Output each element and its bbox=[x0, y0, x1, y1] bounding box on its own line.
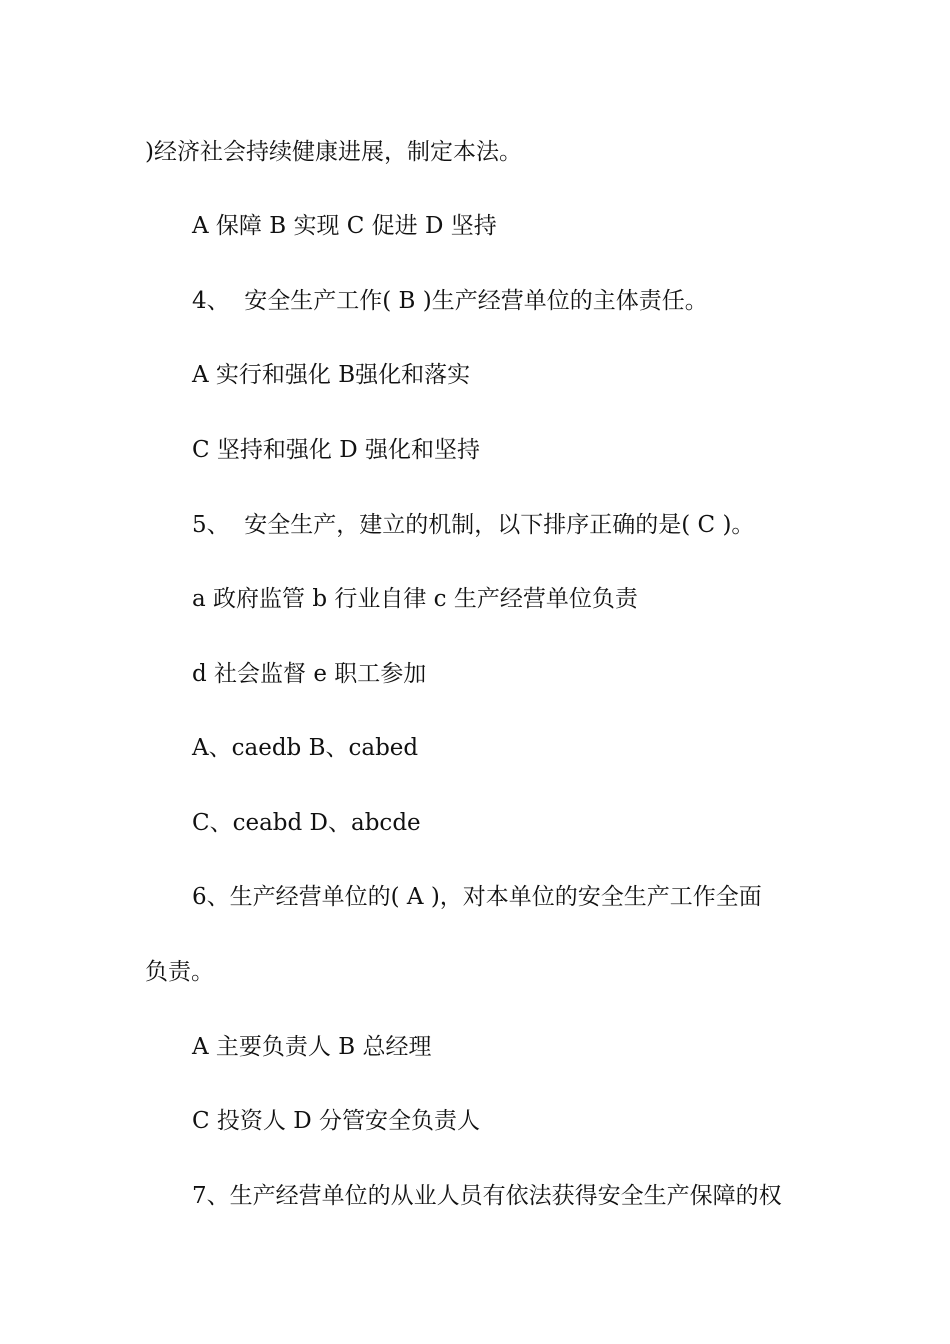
question-4: 4、 安全生产工作( B )生产经营单位的主体责任。 bbox=[192, 288, 708, 314]
question-4-options-cd: C 坚持和强化 D 强化和坚持 bbox=[192, 437, 480, 463]
question-5: 5、 安全生产，建立的机制，以下排序正确的是( C )。 bbox=[192, 512, 755, 538]
question-6: 6、生产经营单位的( A )，对本单位的安全生产工作全面 bbox=[192, 884, 762, 910]
text-line-1: )经济社会持续健康进展，制定本法。 bbox=[145, 139, 522, 165]
question-5-items-de: d 社会监督 e 职工参加 bbox=[192, 661, 427, 687]
question-7: 7、生产经营单位的从业人员有依法获得安全生产保障的权 bbox=[192, 1183, 782, 1209]
question-6-options-ab: A 主要负责人 B 总经理 bbox=[192, 1034, 432, 1060]
question-5-items-abc: a 政府监管 b 行业自律 c 生产经营单位负责 bbox=[192, 586, 638, 612]
question-5-options-ab: A、caedb B、cabed bbox=[192, 735, 419, 761]
question-5-options-cd: C、ceabd D、abcde bbox=[192, 810, 421, 836]
text-line-2: A 保障 B 实现 C 促进 D 坚持 bbox=[192, 213, 497, 239]
question-4-options-ab: A 实行和强化 B强化和落实 bbox=[192, 362, 471, 388]
question-6-options-cd: C 投资人 D 分管安全负责人 bbox=[192, 1108, 480, 1134]
question-6-continued: 负责。 bbox=[145, 959, 214, 985]
